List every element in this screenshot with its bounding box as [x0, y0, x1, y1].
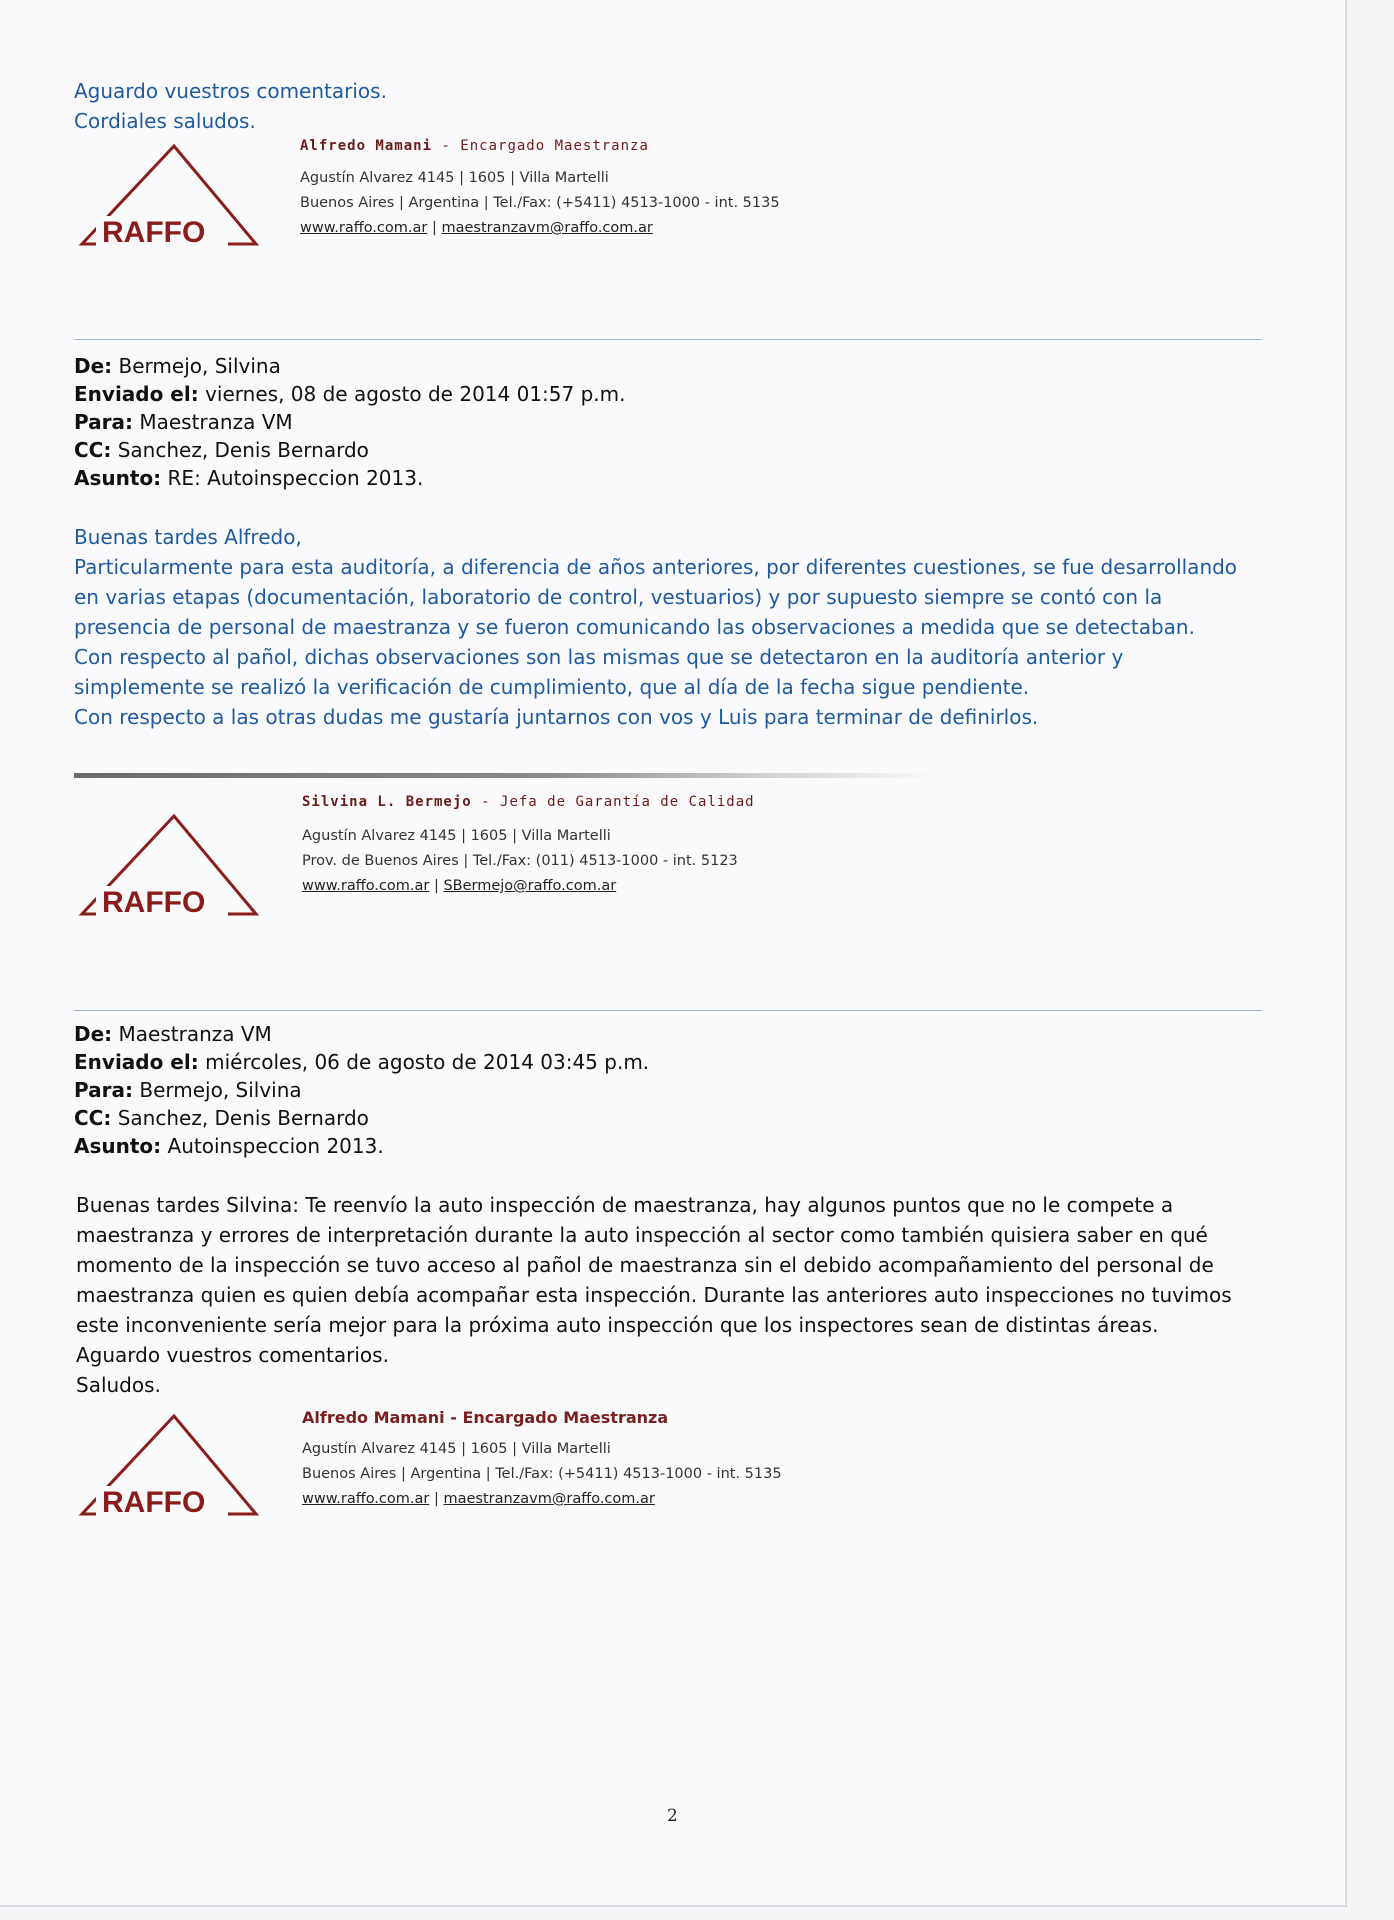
- header-separator-2: [74, 1010, 1262, 1011]
- signature-block-1: [300, 138, 780, 241]
- to-row: [74, 1076, 649, 1104]
- to-value: Maestranza VM: [139, 410, 293, 434]
- sent-value: viernes, 08 de agosto de 2014 01:57 p.m.: [205, 382, 626, 406]
- raffo-logo: [74, 1410, 264, 1520]
- signature-links: [300, 216, 780, 241]
- signature-name: Alfredo Mamani: [302, 1408, 445, 1427]
- body-line: Buenas tardes Alfredo,: [74, 525, 302, 549]
- email-body-2: [76, 1190, 1296, 1400]
- cc-label: CC:: [74, 438, 112, 462]
- signature-name: Alfredo Mamani: [300, 138, 433, 154]
- signature-location: Buenos Aires | Argentina | Tel./Fax: (+5411) 4513-1000 - int. 5135: [302, 1466, 782, 1482]
- to-label: Para:: [74, 1078, 133, 1102]
- closing-line-1: Aguardo vuestros comentarios.: [74, 79, 387, 103]
- sent-label: Enviado el:: [74, 1050, 199, 1074]
- to-label: Para:: [74, 410, 133, 434]
- signature-name-line: [302, 794, 755, 810]
- link-separator: |: [429, 1491, 444, 1507]
- email-body-1: [74, 522, 1294, 732]
- subject-label: Asunto:: [74, 466, 162, 490]
- signature-location: Prov. de Buenos Aires | Tel./Fax: (011) 4513-1000 - int. 5123: [302, 853, 738, 869]
- from-value: Maestranza VM: [118, 1022, 272, 1046]
- body-line: Particularmente para esta auditoría, a diferencia de años anteriores, por diferentes cuestiones, se fue desarrollando: [74, 555, 1238, 579]
- raffo-logo: [74, 140, 264, 250]
- body-line: Con respecto a las otras dudas me gustaría juntarnos con vos y Luis para terminar de definirlos.: [74, 705, 1039, 729]
- signature-address: Agustín Alvarez 4145 | 1605 | Villa Martelli: [300, 170, 609, 186]
- email-link[interactable]: maestranzavm@raffo.com.ar: [443, 1491, 655, 1507]
- from-row: [74, 1020, 649, 1048]
- raffo-logo-text: RAFFO: [102, 216, 206, 249]
- closing-line-2: Cordiales saludos.: [74, 109, 256, 133]
- from-value: Bermejo, Silvina: [118, 354, 281, 378]
- from-label: De:: [74, 1022, 113, 1046]
- cc-value: Sanchez, Denis Bernardo: [117, 438, 369, 462]
- website-link[interactable]: www.raffo.com.ar: [302, 1491, 430, 1507]
- subject-value: RE: Autoinspeccion 2013.: [167, 466, 424, 490]
- raffo-logo-text: RAFFO: [102, 1486, 206, 1519]
- signature-location: Buenos Aires | Argentina | Tel./Fax: (+5411) 4513-1000 - int. 5135: [300, 195, 780, 211]
- body-line: presencia de personal de maestranza y se fueron comunicando las observaciones a medida que se detectaban.: [74, 615, 1195, 639]
- email-link[interactable]: maestranzavm@raffo.com.ar: [441, 220, 653, 236]
- raffo-logo: [74, 810, 264, 920]
- subject-label: Asunto:: [74, 1134, 162, 1158]
- signature-role: - Jefa de Garantía de Calidad: [481, 794, 755, 810]
- email-header-2: [74, 1020, 649, 1160]
- page-number: 2: [667, 1806, 678, 1826]
- sent-row: [74, 1048, 649, 1076]
- raffo-logo-text: RAFFO: [102, 886, 206, 919]
- link-separator: |: [427, 220, 442, 236]
- to-value: Bermejo, Silvina: [139, 1078, 302, 1102]
- link-separator: |: [429, 878, 444, 894]
- body-line: Buenas tardes Silvina: Te reenvío la auto inspección de maestranza, hay algunos puntos que no le compete a: [76, 1193, 1174, 1217]
- signature-name-line: [300, 138, 780, 154]
- sent-row: [74, 380, 625, 408]
- website-link[interactable]: www.raffo.com.ar: [300, 220, 428, 236]
- signature-name: Silvina L. Bermejo: [302, 794, 472, 810]
- signature-divider-bar: [74, 773, 934, 778]
- cc-value: Sanchez, Denis Bernardo: [117, 1106, 369, 1130]
- closing-lines: [74, 76, 387, 136]
- signature-links: [302, 1487, 782, 1512]
- signature-role: - Encargado Maestranza: [450, 1408, 669, 1427]
- sent-value: miércoles, 06 de agosto de 2014 03:45 p.m.: [205, 1050, 650, 1074]
- signature-block-3: [302, 1408, 782, 1512]
- to-row: [74, 408, 625, 436]
- cc-label: CC:: [74, 1106, 112, 1130]
- body-line: Con respecto al pañol, dichas observaciones son las mismas que se detectaron en la auditoría anterior y: [74, 645, 1124, 669]
- email-link[interactable]: SBermejo@raffo.com.ar: [443, 878, 617, 894]
- from-row: [74, 352, 625, 380]
- body-line: maestranza quien es quien debía acompañar esta inspección. Durante las anteriores auto inspecciones no tuvimos: [76, 1283, 1232, 1307]
- header-separator-1: [74, 339, 1262, 340]
- body-line: Saludos.: [76, 1373, 161, 1397]
- body-line: maestranza y errores de interpretación durante la auto inspección al sector como también quisiera saber en qué: [76, 1223, 1208, 1247]
- signature-role: - Encargado Maestranza: [441, 138, 649, 154]
- signature-links: [302, 874, 755, 899]
- subject-row: [74, 1132, 649, 1160]
- signature-address: Agustín Alvarez 4145 | 1605 | Villa Martelli: [302, 828, 611, 844]
- signature-name-line: [302, 1408, 782, 1427]
- body-line: simplemente se realizó la verificación de cumplimiento, que al día de la fecha sigue pendiente.: [74, 675, 1030, 699]
- cc-row: [74, 436, 625, 464]
- body-line: este inconveniente sería mejor para la próxima auto inspección que los inspectores sean de distintas áreas.: [76, 1313, 1159, 1337]
- signature-address: Agustín Alvarez 4145 | 1605 | Villa Martelli: [302, 1441, 611, 1457]
- subject-row: [74, 464, 625, 492]
- sent-label: Enviado el:: [74, 382, 199, 406]
- body-line: Aguardo vuestros comentarios.: [76, 1343, 389, 1367]
- website-link[interactable]: www.raffo.com.ar: [302, 878, 430, 894]
- signature-block-2: [302, 794, 755, 899]
- body-line: en varias etapas (documentación, laboratorio de control, vestuarios) y por supuesto siempre se contó con la: [74, 585, 1163, 609]
- from-label: De:: [74, 354, 113, 378]
- body-line: momento de la inspección se tuvo acceso al pañol de maestranza sin el debido acompañamiento del personal de: [76, 1253, 1214, 1277]
- subject-value: Autoinspeccion 2013.: [167, 1134, 384, 1158]
- email-header-1: [74, 352, 625, 492]
- cc-row: [74, 1104, 649, 1132]
